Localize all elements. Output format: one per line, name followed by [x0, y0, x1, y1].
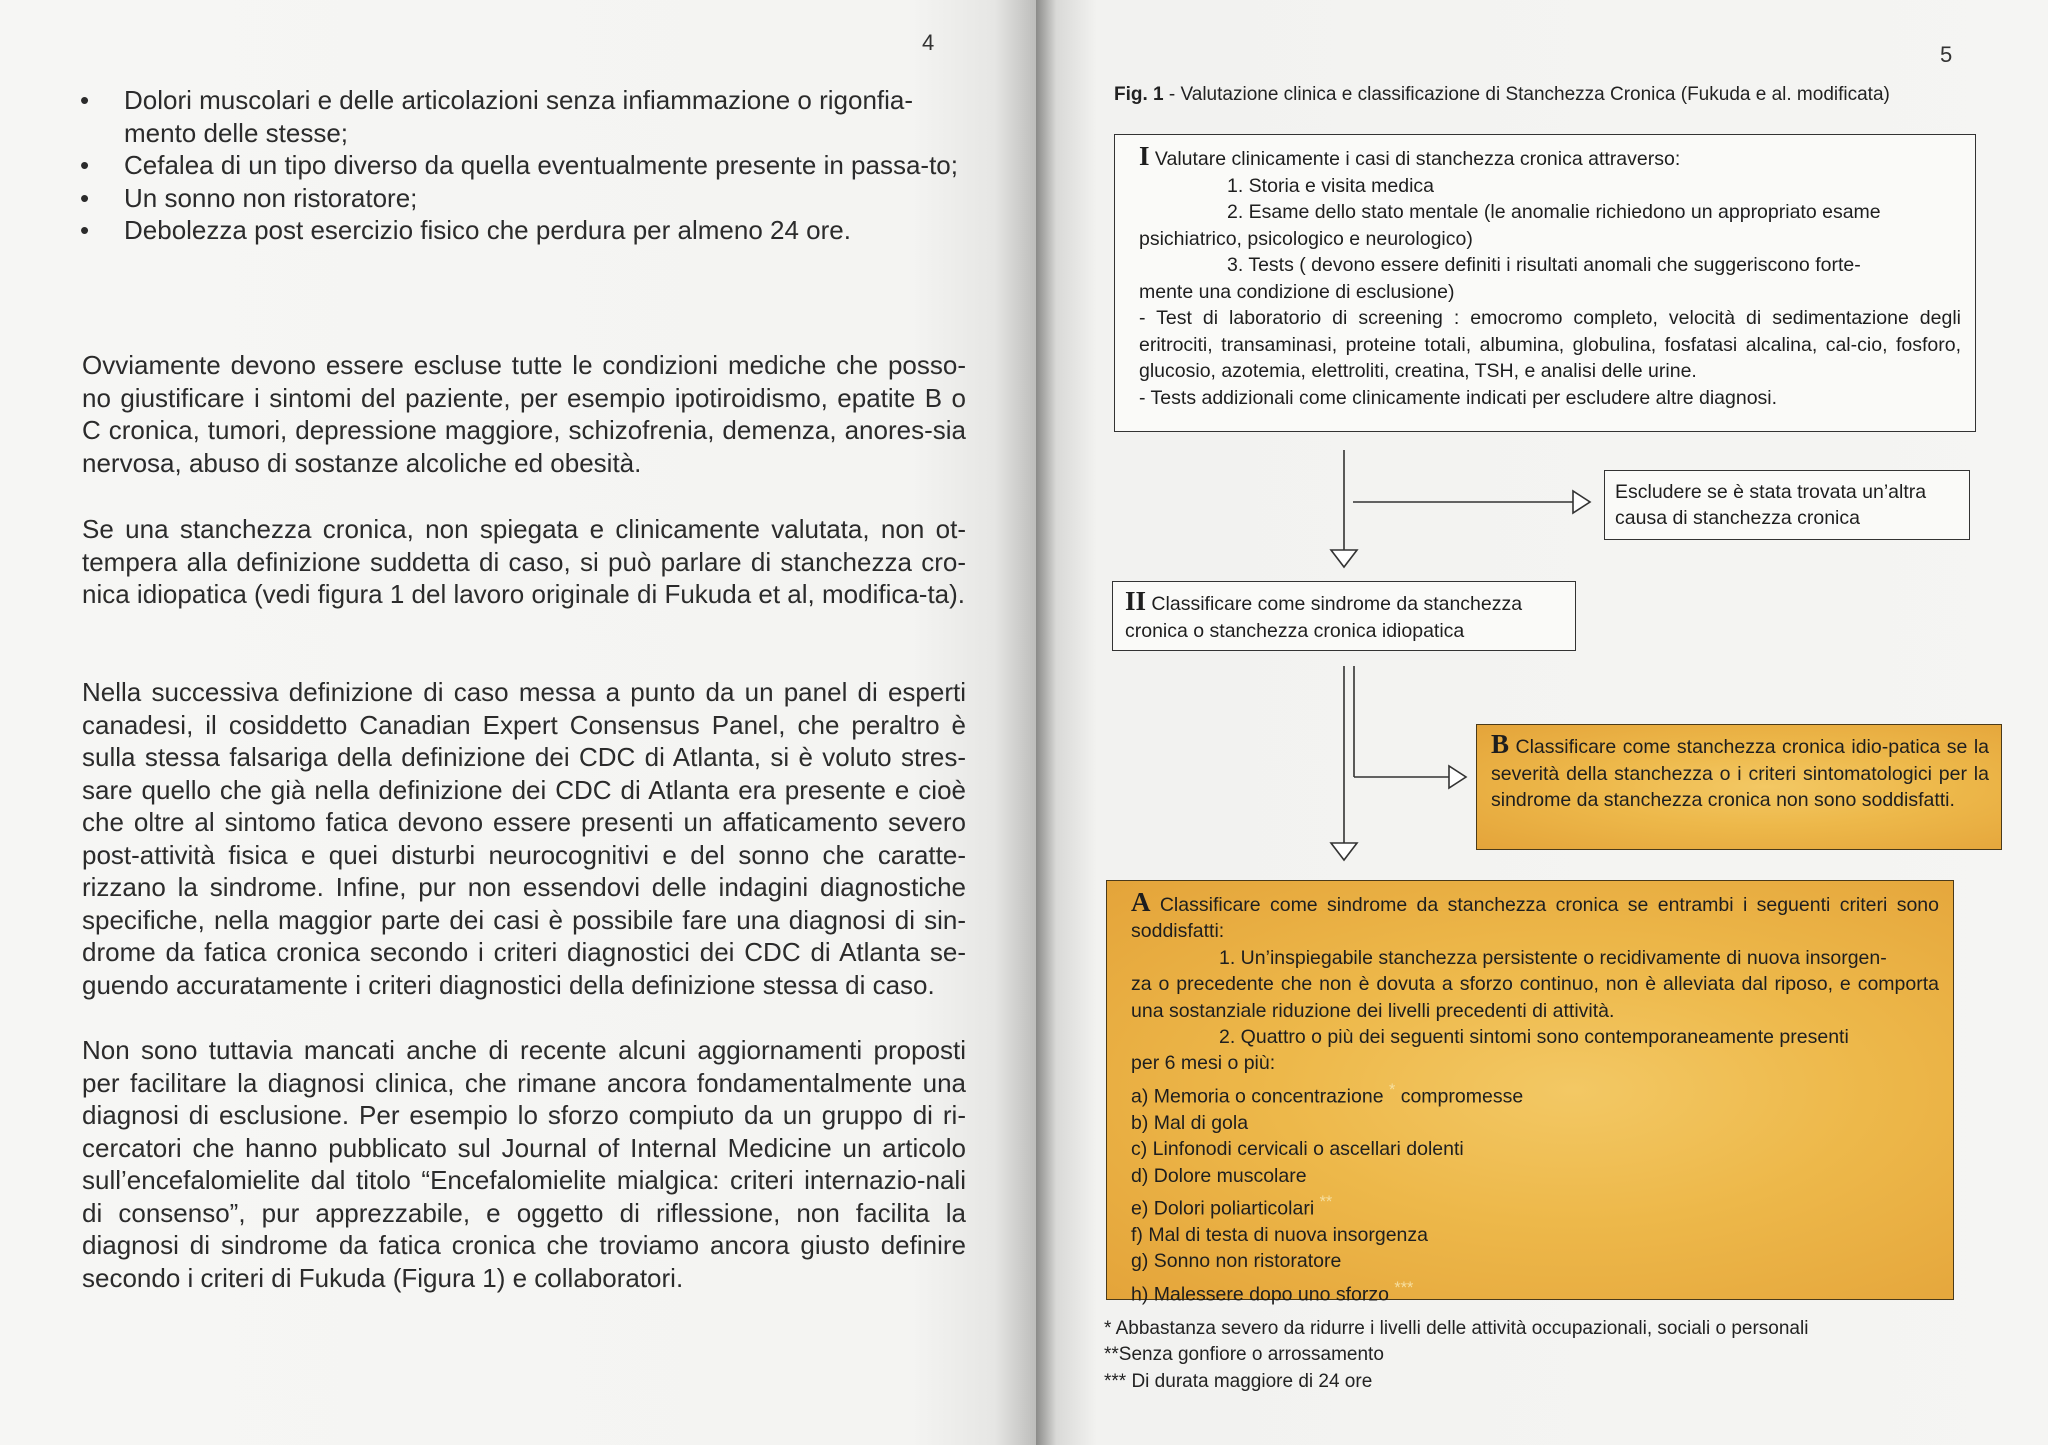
footnote-3: *** Di durata maggiore di 24 ore [1104, 1371, 1373, 1392]
figure-label: Fig. 1 [1114, 84, 1164, 105]
box-additional-tests: - Tests addizionali come clinicamente indicati per escludere altre diagnosi. [1139, 386, 1778, 409]
bullet-icon: • [80, 182, 90, 213]
page-number: 4 [922, 30, 935, 55]
footnote-2: **Senza gonfiore o arrossamento [1104, 1344, 1384, 1365]
symptom-item: d) Dolore muscolare [1131, 1164, 1307, 1187]
footnote-1: * Abbastanza severo da ridurre i livelli delle attività occupazionali, sociali o personali [1104, 1318, 1809, 1339]
bullet-text: Debolezza post esercizio fisico che perdura per almeno 24 ore. [124, 215, 851, 245]
footnote-mark: * [1388, 1080, 1396, 1099]
paragraph-idiopathic: Se una stanchezza cronica, non spiegata e clinicamente valutata, non ot-tempera alla definizione suddetta di caso, si può parlare di stanchezza cro-nica idiopatica (vedi figura 1 del lavoro originale di Fukuda et al, modifica-ta). [82, 514, 966, 609]
footnote-mark: *** [1394, 1278, 1414, 1297]
arrowhead-right-icon [1573, 491, 1590, 513]
box-item-continued: mente una condizione di esclusione) [1139, 280, 1455, 303]
box-item: 2. Esame dello stato mentale (le anomalie richiedono un appropriato esame [1227, 201, 1881, 223]
symptom-text: e) Dolori poliarticolari [1131, 1197, 1315, 1220]
symptom-text: h) Malessere dopo uno sforzo [1131, 1283, 1389, 1306]
bullet-icon: • [80, 85, 90, 115]
symptom-item: g) Sonno non ristoratore [1131, 1250, 1342, 1273]
paragraph-exclusions: Ovviamente devono essere escluse tutte le condizioni mediche che posso-no giustificare i sintomi del paziente, per esempio ipotiroidismo, epatite B o C cronica, tumori, depressione maggiore, schizofrenia, demenza, anores-sia nervosa, abuso di sostanze alcoliche ed obesità. [82, 350, 966, 478]
criterion-1-continued: za o precedente che non è dovuta a sforzo continuo, non è alleviata dal riposo, e comporta una sostanziale riduzione dei livelli precedenti di attività. [1131, 973, 1939, 1022]
box-intro: Valutare clinicamente i casi di stanchezza cronica attraverso: [1149, 148, 1681, 170]
symptom-text: a) Memoria o concentrazione [1131, 1085, 1384, 1108]
bullet-icon: • [80, 215, 90, 245]
step-numeral: II [1125, 586, 1147, 616]
paragraph-canadian-panel: Nella successiva definizione di caso messa a punto da un panel di esperti canadesi, il cosiddetto Canadian Expert Consensus Panel, che peraltro è sulla stessa falsariga della definizione dei CDC di Atlanta, si è voluto stres-sare quello che già nella definizione dei CDC di Atlanta era presente e cioè che oltre al sintomo fatica devono essere presenti un affaticamento severo post-attività fisica e quei disturbi neurocognitivi e del sonno che caratte-rizzano la sindrome. Infine, pur non essendovi delle indagini diagnostiche specifiche, nella maggior parte dei casi è possibile fare una diagnosi di sin-drome da fatica cronica secondo i criteri diagnostici dei CDC di Atlanta se-guendo accuratamente i criteri diagnostici della definizione stessa di caso. [82, 677, 966, 1000]
step-numeral: I [1139, 141, 1150, 171]
criterion-2-continued: per 6 mesi o più: [1131, 1052, 1276, 1075]
arrowhead-down-icon [1331, 550, 1357, 567]
bullet-text: Un sonno non ristoratore; [124, 182, 418, 213]
arrowhead-right-icon [1449, 766, 1466, 788]
box-lab-tests: - Test di laboratorio di screening : emocromo completo, velocità di sedimentazione degli eritrociti, transaminasi, proteine totali, albumina, globulina, fosfatasi alcalina, cal-cio, fosforo, glucosio, azotemia, elettroliti, creatina, TSH, e analisi delle urine. [1139, 307, 1961, 382]
box-intro: Classificare come sindrome da stanchezza cronica se entrambi i seguenti criteri sono soddisfatti: [1131, 894, 1939, 943]
bullet-text: Dolori muscolari e delle articolazioni senza infiammazione o rigonfia-mento delle stesse; [124, 85, 914, 148]
paragraph-updates: Non sono tuttavia mancati anche di recente alcuni aggiornamenti proposti per facilitare la diagnosi clinica, che rimane ancora fondamentalmente una diagnosi di esclusione. Per esempio lo sforzo compiuto da un gruppo di ri-cercatori che hanno pubblicato sul Journal of Internal Medicine un articolo sull’encefalomielite dal titolo “Encefalomielite mialgica: criteri internazio-nali di consenso”, pur apprezzabile, e oggetto di riflessione, non facilita la diagnosi di sindrome da fatica cronica che troviamo ancora giusto definire secondo i criteri di Fukuda (Figura 1) e collaboratori. [82, 1035, 966, 1293]
symptom-text-after: compromesse [1395, 1085, 1524, 1108]
box-text: Classificare come stanchezza cronica idio-patica se la severità della stanchezza o i criteri sintomatologici per la sindrome da stanchezza cronica non sono soddisfatti. [1491, 736, 1989, 811]
figure-caption-text: - Valutazione clinica e classificazione di Stanchezza Cronica (Fukuda e al. modificata) [1163, 84, 1890, 105]
box-exclude: Escludere se è stata trovata un’altra causa di stanchezza cronica [1604, 470, 1970, 540]
symptom-item: b) Mal di gola [1131, 1111, 1249, 1134]
box-letter: B [1491, 729, 1510, 759]
box-item-continued: psichiatrico, psicologico e neurologico) [1139, 227, 1473, 250]
criterion-1: 1. Un’inspiegabile stanchezza persistente o recidivamente di nuova insorgen- [1219, 946, 1887, 969]
bullet-icon: • [80, 150, 90, 180]
box-item: 3. Tests ( devono essere definiti i risultati anomali che suggeriscono forte- [1227, 254, 1861, 276]
page-number: 5 [1940, 42, 1953, 67]
box-letter: A [1131, 887, 1151, 917]
box-text: Classificare come sindrome da stanchezza cronica o stanchezza cronica idiopatica [1125, 593, 1523, 642]
bullet-text: Cefalea di un tipo diverso da quella eventualmente presente in passa-to; [124, 150, 958, 180]
symptom-item: f) Mal di testa di nuova insorgenza [1131, 1223, 1428, 1246]
box-item: 1. Storia e visita medica [1227, 174, 1435, 197]
symptom-item: c) Linfonodi cervicali o ascellari dolenti [1131, 1138, 1464, 1161]
footnote-mark: ** [1319, 1192, 1333, 1211]
criterion-2: 2. Quattro o più dei seguenti sintomi sono contemporaneamente presenti [1219, 1026, 1849, 1049]
arrowhead-down-icon [1331, 843, 1357, 860]
